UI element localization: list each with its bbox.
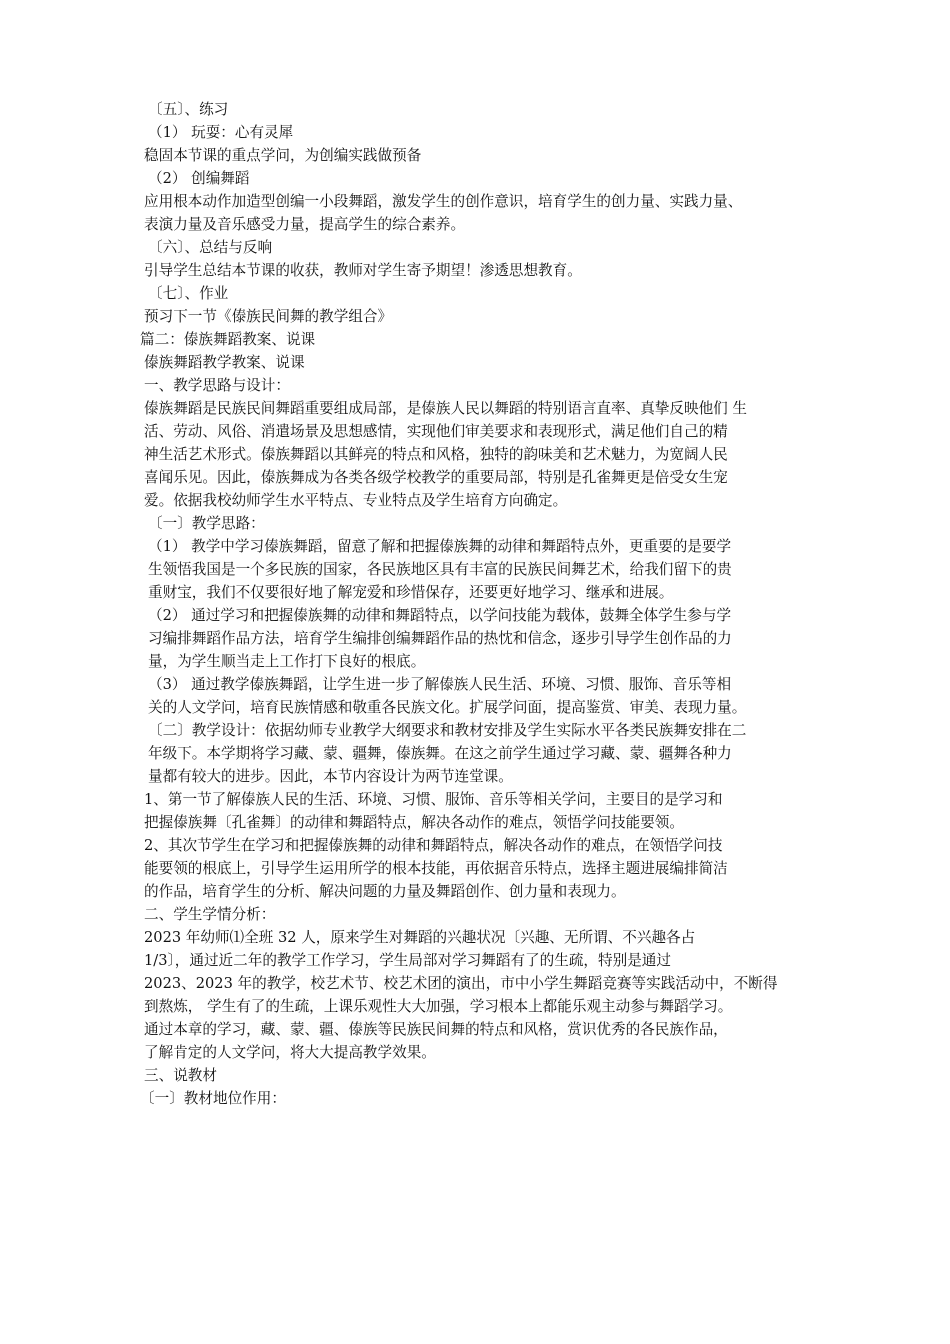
paragraph-line: 习编排舞蹈作品方法，培育学生编排创编舞蹈作品的热忱和信念，逐步引导学生创作品的力 xyxy=(148,630,732,647)
paragraph-line: 量，为学生顺当走上工作打下良好的根底。 xyxy=(148,653,426,670)
paragraph-line: （2） 通过学习和把握傣族舞的动律和舞蹈特点，以学问技能为载体，鼓舞全体学生参与学 xyxy=(148,607,732,624)
paragraph xyxy=(140,926,812,1064)
text-line: 〔七〕、作业 xyxy=(148,285,229,302)
paragraph xyxy=(140,397,812,512)
text-line: 〔一〕教学思路： xyxy=(148,515,265,532)
paragraph-line: 傣族舞蹈是民族民间舞蹈重要组成局部，是傣族人民以舞蹈的特别语言直率、真挚反映他们 生 xyxy=(144,400,747,417)
text-line: 二、学生学情分析： xyxy=(144,906,276,923)
text-line: （1） 玩耍：心有灵犀 xyxy=(148,124,294,141)
paragraph-line: 能要领的根底上，引导学生运用所学的根本技能，再依据音乐特点，选择主题进展编排简洁 xyxy=(144,860,728,877)
paragraph xyxy=(140,834,812,903)
paragraph-line: 表演力量及音乐感受力量，提高学生的综合素养。 xyxy=(144,216,466,233)
paragraph-line: 把握傣族舞〔孔雀舞〕的动律和舞蹈特点，解决各动作的难点，领悟学问技能要领。 xyxy=(144,814,684,831)
paragraph-line: （3） 通过教学傣族舞蹈，让学生进一步了解傣族人民生活、环境、习惯、服饰、音乐等相 xyxy=(148,676,732,693)
text-line: 预习下一节《傣族民间舞的教学组合》 xyxy=(144,308,393,325)
paragraph-line: 量都有较大的进步。因此，本节内容设计为两节连堂课。 xyxy=(148,768,513,785)
paragraph-line: 2023 年幼师⑴全班 32 人，原来学生对舞蹈的兴趣状况〔兴趣、无所谓、不兴趣各占 xyxy=(144,929,696,946)
paragraph xyxy=(140,719,812,788)
paragraph-line: 神生活艺术形式。傣族舞蹈以其鲜亮的特点和风格，独特的韵味美和艺术魅力，为宽阔人民 xyxy=(144,446,728,463)
text-line: 〔六〕、总结与反响 xyxy=(148,239,273,256)
paragraph xyxy=(140,190,812,236)
paragraph-line: 1/3〕，通过近二年的教学工作学习，学生局部对学习舞蹈有了的生疏，特别是通过 xyxy=(144,952,671,969)
paragraph-line: 重财宝，我们不仅要很好地了解宠爱和珍惜保存，还要更好地学习、继承和进展。 xyxy=(148,584,674,601)
paragraph-line: 喜闻乐见。因此，傣族舞成为各类各级学校教学的重要局部，特别是孔雀舞更是倍受女生宠 xyxy=(144,469,728,486)
document-body xyxy=(140,98,812,1110)
paragraph-line: 2、其次节学生在学习和把握傣族舞的动律和舞蹈特点，解决各动作的难点，在领悟学问技 xyxy=(144,837,723,854)
text-line: （2） 创编舞蹈 xyxy=(148,170,250,187)
text-line: 一、教学思路与设计： xyxy=(144,377,290,394)
paragraph-line: 〔二〕教学设计：依据幼师专业教学大纲要求和教材安排及学生实际水平各类民族舞安排在二 xyxy=(148,722,747,739)
paragraph-line: 到熬炼， 学生有了的生疏，上课乐观性大大加强，学习根本上都能乐观主动参与舞蹈学习。 xyxy=(144,998,733,1015)
paragraph-line: （1） 教学中学习傣族舞蹈，留意了解和把握傣族舞的动律和舞蹈特点外，更重要的是要学 xyxy=(148,538,732,555)
text-line: 〔五〕、练习 xyxy=(148,101,229,118)
paragraph xyxy=(140,535,812,604)
paragraph-line: 生领悟我国是一个多民族的国家，各民族地区具有丰富的民族民间舞艺术，给我们留下的贵 xyxy=(148,561,732,578)
paragraph-line: 1、第一节了解傣族人民的生活、环境、习惯、服饰、音乐等相关学问，主要目的是学习和 xyxy=(144,791,723,808)
paragraph xyxy=(140,673,812,719)
text-line: 傣族舞蹈教学教案、说课 xyxy=(144,354,305,371)
paragraph-line: 应用根本动作加造型创编一小段舞蹈，激发学生的创作意识，培育学生的创力量、实践力量、 xyxy=(144,193,743,210)
paragraph-line: 的作品，培育学生的分析、解决问题的力量及舞蹈创作、创力量和表现力。 xyxy=(144,883,626,900)
paragraph-line: 了解肯定的人文学问，将大大提高教学效果。 xyxy=(144,1044,436,1061)
paragraph-line: 关的人文学问，培育民族情感和敬重各民族文化。扩展学问面，提高鉴赏、审美、表现力量。 xyxy=(148,699,747,716)
paragraph-line: 活、劳动、风俗、消遣场景及思想感情，实现他们审美要求和表现形式，满足他们自己的精 xyxy=(144,423,728,440)
text-line: 引导学生总结本节课的收获，教师对学生寄予期望！渗透思想教育。 xyxy=(144,262,582,279)
paragraph-line: 2023、2023 年的教学，校艺术节、校艺术团的演出，市中小学生舞蹈竞赛等实践活动中，不断得 xyxy=(144,975,778,992)
text-line: 篇二：傣族舞蹈教案、说课 xyxy=(140,331,316,348)
text-line: 〔一〕教材地位作用： xyxy=(140,1090,286,1107)
text-line: 稳固本节课的重点学问，为创编实践做预备 xyxy=(144,147,422,164)
paragraph-line: 年级下。本学期将学习藏、蒙、疆舞，傣族舞。在这之前学生通过学习藏、蒙、疆舞各种力 xyxy=(148,745,732,762)
text-line: 三、说教材 xyxy=(144,1067,217,1084)
paragraph-line: 爱。依据我校幼师学生水平特点、专业特点及学生培育方向确定。 xyxy=(144,492,568,509)
paragraph xyxy=(140,604,812,673)
paragraph xyxy=(140,788,812,834)
paragraph-line: 通过本章的学习，藏、蒙、疆、傣族等民族民间舞的特点和风格，赏识优秀的各民族作品， xyxy=(144,1021,728,1038)
